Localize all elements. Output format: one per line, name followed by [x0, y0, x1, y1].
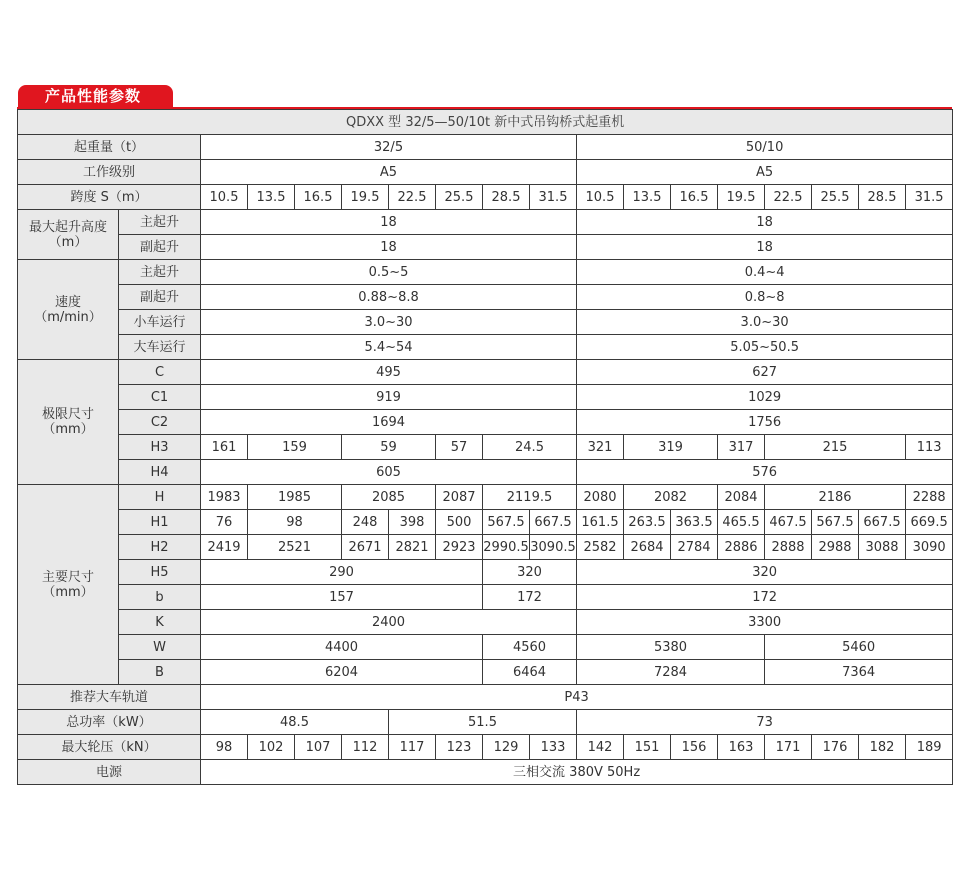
- table-cell: 117: [389, 735, 436, 760]
- table-cell: 1756: [577, 410, 953, 435]
- row-label: C: [119, 360, 201, 385]
- table-cell: 3088: [859, 535, 906, 560]
- table-cell: 22.5: [389, 185, 436, 210]
- table-title-row: [18, 110, 953, 135]
- table-cell: 4400: [201, 635, 483, 660]
- table-row: [18, 760, 953, 785]
- table-cell: 1985: [248, 485, 342, 510]
- table-cell: 919: [201, 385, 577, 410]
- table-cell: 2988: [812, 535, 859, 560]
- table-cell: 48.5: [201, 710, 389, 735]
- table-cell: 2784: [671, 535, 718, 560]
- table-cell: 321: [577, 435, 624, 460]
- row-label: H4: [119, 460, 201, 485]
- table-row: [18, 435, 953, 460]
- table-row: [18, 260, 953, 285]
- table-cell: 2400: [201, 610, 577, 635]
- table-cell: 0.88~8.8: [201, 285, 577, 310]
- table-cell: 161.5: [577, 510, 624, 535]
- row-label: 主起升: [119, 260, 201, 285]
- table-cell: P43: [201, 685, 953, 710]
- row-label: W: [119, 635, 201, 660]
- table-cell: 142: [577, 735, 624, 760]
- table-cell: 465.5: [718, 510, 765, 535]
- table-cell: 567.5: [483, 510, 530, 535]
- table-cell: 2990.5: [483, 535, 530, 560]
- row-group-label: 极限尺寸 （mm）: [18, 360, 119, 485]
- row-group-label: 主要尺寸 （mm）: [18, 485, 119, 685]
- table-cell: 567.5: [812, 510, 859, 535]
- table-cell: 157: [201, 585, 483, 610]
- table-cell: 669.5: [906, 510, 953, 535]
- table-cell: 2886: [718, 535, 765, 560]
- table-row: [18, 710, 953, 735]
- table-cell: 28.5: [859, 185, 906, 210]
- row-label: 小车运行: [119, 310, 201, 335]
- table-cell: 172: [483, 585, 577, 610]
- table-cell: 500: [436, 510, 483, 535]
- table-cell: 172: [577, 585, 953, 610]
- table-cell: 25.5: [436, 185, 483, 210]
- table-cell: 133: [530, 735, 577, 760]
- table-row: [18, 235, 953, 260]
- table-cell: 28.5: [483, 185, 530, 210]
- table-cell: 176: [812, 735, 859, 760]
- table-cell: 576: [577, 460, 953, 485]
- row-label: H: [119, 485, 201, 510]
- row-label: 副起升: [119, 285, 201, 310]
- table-cell: 5380: [577, 635, 765, 660]
- section-tab: [18, 85, 173, 108]
- table-cell: 605: [201, 460, 577, 485]
- row-label: 电源: [18, 760, 201, 785]
- table-cell: 667.5: [530, 510, 577, 535]
- row-label: b: [119, 585, 201, 610]
- table-cell: 161: [201, 435, 248, 460]
- table-cell: 215: [765, 435, 906, 460]
- table-cell: 6464: [483, 660, 577, 685]
- table-cell: 2082: [624, 485, 718, 510]
- row-label: H1: [119, 510, 201, 535]
- row-label: B: [119, 660, 201, 685]
- table-cell: 2119.5: [483, 485, 577, 510]
- table-cell: 0.5~5: [201, 260, 577, 285]
- table-row: [18, 485, 953, 510]
- table-row: [18, 285, 953, 310]
- table-cell: 31.5: [906, 185, 953, 210]
- table-cell: 7284: [577, 660, 765, 685]
- row-label: 总功率（kW）: [18, 710, 201, 735]
- table-cell: 3.0~30: [577, 310, 953, 335]
- table-cell: 3090.5: [530, 535, 577, 560]
- table-cell: 2684: [624, 535, 671, 560]
- table-cell: 159: [248, 435, 342, 460]
- table-row: [18, 460, 953, 485]
- row-label: H5: [119, 560, 201, 585]
- table-cell: A5: [577, 160, 953, 185]
- row-label: C2: [119, 410, 201, 435]
- table-cell: 18: [577, 235, 953, 260]
- table-cell: 51.5: [389, 710, 577, 735]
- table-row: [18, 735, 953, 760]
- table-row: [18, 535, 953, 560]
- row-label: 工作级别: [18, 160, 201, 185]
- table-cell: 123: [436, 735, 483, 760]
- table-cell: 2080: [577, 485, 624, 510]
- table-cell: 319: [624, 435, 718, 460]
- row-label: 主起升: [119, 210, 201, 235]
- table-row: [18, 335, 953, 360]
- table-cell: 3090: [906, 535, 953, 560]
- row-label: 副起升: [119, 235, 201, 260]
- table-cell: 156: [671, 735, 718, 760]
- table-cell: 24.5: [483, 435, 577, 460]
- table-cell: 98: [201, 735, 248, 760]
- spec-table-body: [18, 110, 953, 785]
- table-cell: 263.5: [624, 510, 671, 535]
- table-row: [18, 585, 953, 610]
- table-cell: 10.5: [201, 185, 248, 210]
- table-row: [18, 410, 953, 435]
- table-cell: 31.5: [530, 185, 577, 210]
- table-cell: 163: [718, 735, 765, 760]
- table-cell: 171: [765, 735, 812, 760]
- table-cell: 三相交流 380V 50Hz: [201, 760, 953, 785]
- row-label: 跨度 S（m）: [18, 185, 201, 210]
- table-cell: 25.5: [812, 185, 859, 210]
- table-cell: 4560: [483, 635, 577, 660]
- table-cell: 107: [295, 735, 342, 760]
- table-cell: 320: [483, 560, 577, 585]
- row-label: 大车运行: [119, 335, 201, 360]
- table-row: [18, 610, 953, 635]
- table-row: [18, 560, 953, 585]
- table-cell: 320: [577, 560, 953, 585]
- table-cell: 248: [342, 510, 389, 535]
- table-cell: 189: [906, 735, 953, 760]
- table-cell: 18: [577, 210, 953, 235]
- table-cell: 5.05~50.5: [577, 335, 953, 360]
- table-cell: 129: [483, 735, 530, 760]
- table-cell: 5460: [765, 635, 953, 660]
- table-cell: 1694: [201, 410, 577, 435]
- table-cell: 2288: [906, 485, 953, 510]
- row-label: 起重量（t）: [18, 135, 201, 160]
- table-cell: 16.5: [295, 185, 342, 210]
- table-row: [18, 310, 953, 335]
- table-cell: 467.5: [765, 510, 812, 535]
- table-row: [18, 510, 953, 535]
- table-cell: 18: [201, 210, 577, 235]
- table-title: QDXX 型 32/5—50/10t 新中式吊钩桥式起重机: [18, 110, 953, 135]
- row-label: K: [119, 610, 201, 635]
- table-row: [18, 385, 953, 410]
- table-cell: 10.5: [577, 185, 624, 210]
- table-cell: 667.5: [859, 510, 906, 535]
- table-cell: 2521: [248, 535, 342, 560]
- table-cell: 7364: [765, 660, 953, 685]
- table-cell: 113: [906, 435, 953, 460]
- table-cell: 22.5: [765, 185, 812, 210]
- row-label: H2: [119, 535, 201, 560]
- table-cell: 398: [389, 510, 436, 535]
- table-cell: 0.8~8: [577, 285, 953, 310]
- table-row: [18, 160, 953, 185]
- table-cell: 73: [577, 710, 953, 735]
- table-cell: 1983: [201, 485, 248, 510]
- table-cell: A5: [201, 160, 577, 185]
- table-cell: 2087: [436, 485, 483, 510]
- table-cell: 363.5: [671, 510, 718, 535]
- table-row: [18, 635, 953, 660]
- table-row: [18, 135, 953, 160]
- table-cell: 59: [342, 435, 436, 460]
- table-cell: 2671: [342, 535, 389, 560]
- table-cell: 112: [342, 735, 389, 760]
- table-cell: 50/10: [577, 135, 953, 160]
- table-cell: 2888: [765, 535, 812, 560]
- row-group-label: 速度 （m/min）: [18, 260, 119, 360]
- table-cell: 317: [718, 435, 765, 460]
- table-cell: 3300: [577, 610, 953, 635]
- table-cell: 102: [248, 735, 295, 760]
- table-cell: 13.5: [624, 185, 671, 210]
- table-cell: 2821: [389, 535, 436, 560]
- table-row: [18, 660, 953, 685]
- table-cell: 57: [436, 435, 483, 460]
- spec-table: [17, 109, 953, 785]
- table-cell: 1029: [577, 385, 953, 410]
- table-cell: 2582: [577, 535, 624, 560]
- table-cell: 3.0~30: [201, 310, 577, 335]
- table-cell: 2419: [201, 535, 248, 560]
- table-cell: 18: [201, 235, 577, 260]
- table-row: [18, 360, 953, 385]
- table-cell: 2186: [765, 485, 906, 510]
- row-group-label: 最大起升高度 （m）: [18, 210, 119, 260]
- table-cell: 5.4~54: [201, 335, 577, 360]
- table-cell: 32/5: [201, 135, 577, 160]
- section-title: 产品性能参数: [45, 87, 142, 105]
- table-cell: 627: [577, 360, 953, 385]
- table-cell: 290: [201, 560, 483, 585]
- table-row: [18, 185, 953, 210]
- table-row: [18, 210, 953, 235]
- table-cell: 19.5: [718, 185, 765, 210]
- table-cell: 182: [859, 735, 906, 760]
- table-cell: 76: [201, 510, 248, 535]
- table-row: [18, 685, 953, 710]
- table-cell: 6204: [201, 660, 483, 685]
- table-cell: 16.5: [671, 185, 718, 210]
- table-cell: 19.5: [342, 185, 389, 210]
- table-cell: 2084: [718, 485, 765, 510]
- table-cell: 13.5: [248, 185, 295, 210]
- table-cell: 0.4~4: [577, 260, 953, 285]
- row-label: 推荐大车轨道: [18, 685, 201, 710]
- table-cell: 2923: [436, 535, 483, 560]
- table-cell: 495: [201, 360, 577, 385]
- table-cell: 2085: [342, 485, 436, 510]
- table-cell: 98: [248, 510, 342, 535]
- table-cell: 151: [624, 735, 671, 760]
- row-label: 最大轮压（kN）: [18, 735, 201, 760]
- row-label: H3: [119, 435, 201, 460]
- row-label: C1: [119, 385, 201, 410]
